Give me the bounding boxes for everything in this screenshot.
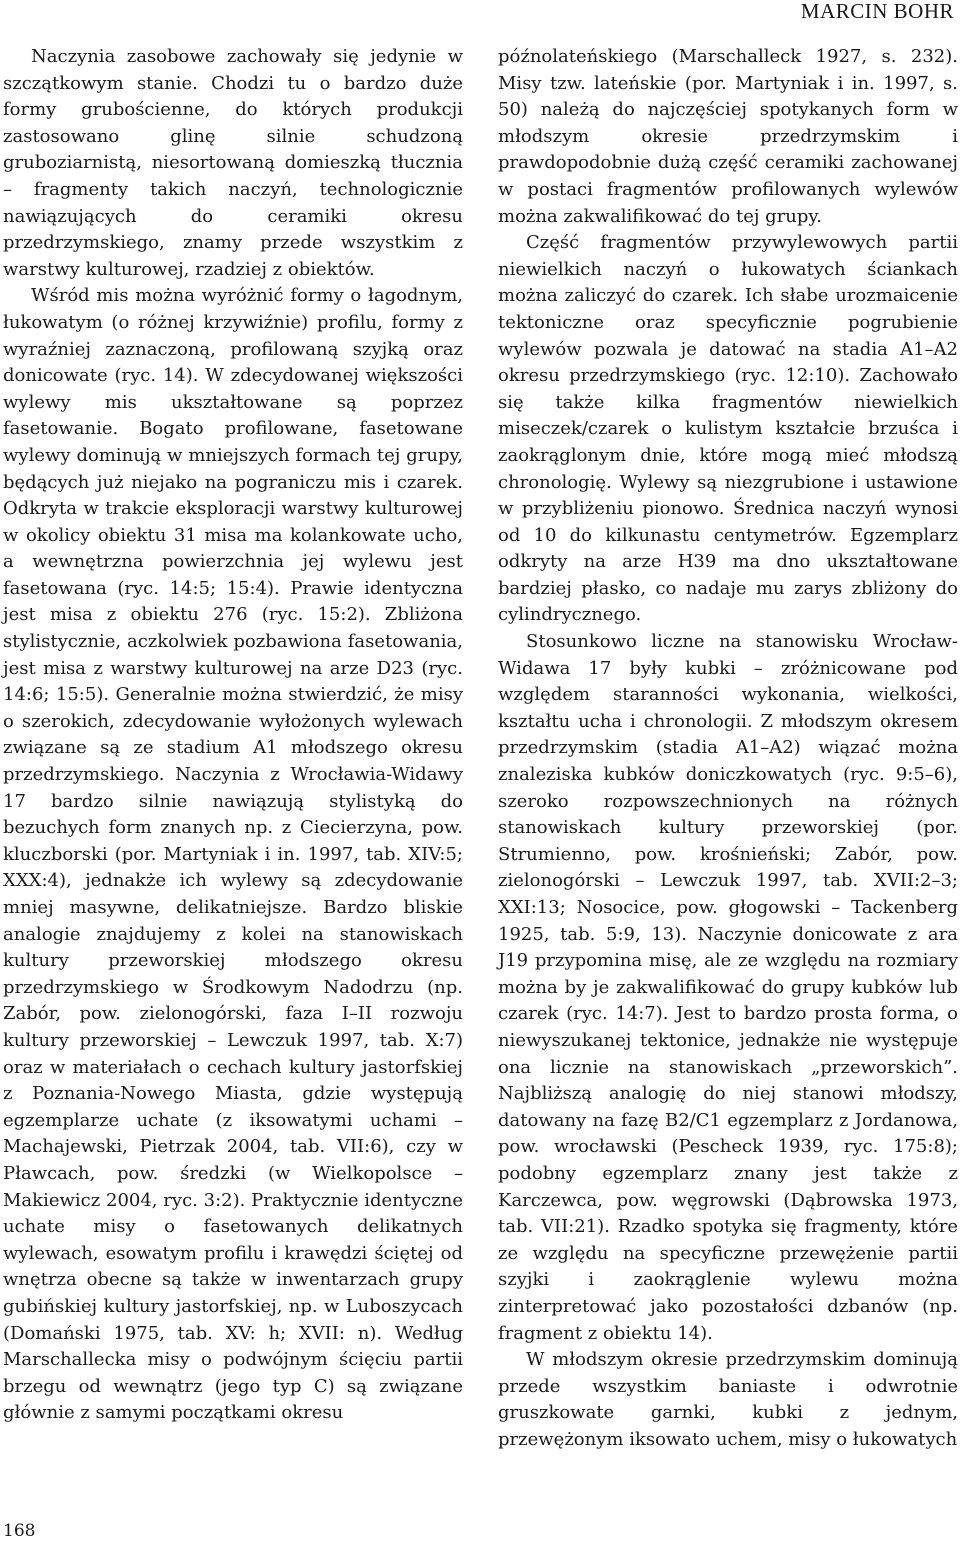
paragraph: późnolateńskiego (Marschalleck 1927, s. 232). Misy tzw. lateńskie (por. Martyniak i in. 1997, s. 50) należą do najczęściej spotykanych form w młodszym okresie przedrzymskim i prawdopodobnie dużą część ceramiki zachowanej w postaci fragmentów profilowanych wylewów można zakwalifikować do tej grupy. bbox=[498, 46, 958, 227]
page-number: 168 bbox=[3, 1521, 36, 1541]
paragraph: Naczynia zasobowe zachowały się jedynie w szczątkowym stanie. Chodzi tu o bardzo duże formy grubościenne, do których produkcji zastosowano glinę silnie schudzoną gruboziarnistą, niesortowaną domieszką tłucznia – fragmenty takich naczyń, technologicznie nawiązujących do ceramiki okresu przedrzymskiego, znamy przede wszystkim z warstwy kulturowej, rzadziej z obiektów. bbox=[3, 46, 463, 280]
paragraph: Wśród mis można wyróżnić formy o łagodnym, łukowatym (o różnej krzywiźnie) profilu, formy z wyraźniej zaznaczoną, profilowaną szyjką oraz donicowate (ryc. 14). W zdecydowanej większości wylewy mis ukształtowane są poprzez fasetowanie. Bogato profilowane, fasetowane wylewy dominują w mniejszych formach tej grupy, będących już niejako na pograniczu mis i czarek. Odkryta w trakcie eksploracji warstwy kulturowej w okolicy obiektu 31 misa ma kolankowate ucho, a wewnętrzna powierzchnia jej wylewu jest fasetowana (ryc. 14:5; 15:4). Prawie identyczna jest misa z obiektu 276 (ryc. 15:2). Zbliżona stylistycznie, aczkolwiek pozbawiona fasetowania, jest misa z warstwy kulturowej na arze D23 (ryc. 14:6; 15:5). Generalnie można stwierdzić, że misy o szerokich, zdecydowanie wyłożonych wylewach związane są ze stadium A1 młodszego okresu przedrzymskiego. Naczynia z Wrocławia-Widawy 17 bardzo silnie nawiązują stylistyką do bezuchych form znanych np. z Ciecierzyna, pow. kluczborski (por. Martyniak i in. 1997, tab. XIV:5; XXX:4), jednakże ich wylewy są zdecydowanie mniej masywne, delikatniejsze. Bardzo bliskie analogie znajdujemy z kolei na stanowiskach kultury przeworskiej młodszego okresu przedrzymskiego w Środkowym Nadodrzu (np. Zabór, pow. zielonogórski, faza I–II rozwoju kultury przeworskiej – Lewczuk 1997, tab. X:7) oraz w materiałach o cechach kultury jastorfskiej z Poznania-Nowego Miasta, gdzie występują egzemplarze uchate (z iksowatymi uchami – Machajewski, Pietrzak 2004, tab. VII:6), czy w Pławcach, pow. średzki (w Wielkopolsce – Makiewicz 2004, ryc. 3:2). Praktycznie identyczne uchate misy o fasetowanych delikatnych wylewach, esowatym profilu i krawędzi ściętej od wnętrza obecne są także w inwentarzach grupy gubińskiej kultury jastorfskiej, np. w Luboszycach (Domański 1975, tab. XV: h; XVII: n). Według Marschallecka misy o podwójnym ścięciu partii brzegu od wewnątrz (jego typ C) są związane głównie z samymi początkami okresu bbox=[3, 285, 463, 1424]
left-text-column bbox=[3, 44, 463, 1427]
paragraph: Część fragmentów przywylewowych partii niewielkich naczyń o łukowatych ściankach można zaliczyć do czarek. Ich słabe urozmaicenie tektoniczne oraz specyficznie pogrubienie wylewów pozwala je datować na stadia A1–A2 okresu przedrzymskiego (ryc. 12:10). Zachowało się także kilka fragmentów niewielkich miseczek/czarek o kulistym kształcie brzuśca i zaokrąglonym dnie, które mogą mieć młodszą chronologię. Wylewy są niezgrubione i ustawione w przybliżeniu pionowo. Średnica naczyń wynosi od 10 do kilkunastu centymetrów. Egzemplarz odkryty na arze H39 ma dno ukształtowane bardziej płasko, co nadaje mu zarys zbliżony do cylindrycznego. bbox=[498, 232, 958, 626]
right-text-column bbox=[498, 44, 958, 1453]
paragraph: Stosunkowo liczne na stanowisku Wrocław-Widawa 17 były kubki – zróżnicowane pod względem staranności wykonania, wielkości, kształtu ucha i chronologii. Z młodszym okresem przedrzymskim (stadia A1–A2) wiązać można znaleziska kubków doniczkowatych (ryc. 9:5–6), szeroko rozpowszechnionych na różnych stanowiskach kultury przeworskiej (por. Strumienno, pow. krośnieński; Zabór, pow. zielonogórski – Lewczuk 1997, tab. XVII:2–3; XXI:13; Nosocice, pow. głogowski – Tackenberg 1925, tab. 5:9, 13). Naczynie donicowate z ara J19 przypomina misę, ale ze względu na rozmiary można by je zakwalifikować do grupy kubków lub czarek (ryc. 14:7). Jest to bardzo prosta forma, o niewyszukanej tektonice, jednakże nie występuje ona licznie na stanowiskach „przeworskich”. Najbliższą analogię do niej stanowi młodszy, datowany na fazę B2/C1 egzemplarz z Jordanowa, pow. wrocławski (Pescheck 1939, ryc. 175:8); podobny egzemplarz znany jest także z Karczewca, pow. węgrowski (Dąbrowska 1973, tab. VII:21). Rzadko spotyka się fragmenty, które ze względu na specyficzne przewężenie partii szyjki i zaokrąglenie wylewu można zinterpretować jako pozostałości dzbanów (np. fragment z obiektu 14). bbox=[498, 631, 958, 1344]
paragraph: W młodszym okresie przedrzymskim dominują przede wszystkim baniaste i odwrotnie gruszkowate garnki, kubki z jednym, przewężonym iksowato uchem, misy o łukowatych bbox=[498, 1349, 958, 1450]
running-header-author: MARCIN BOHR bbox=[800, 0, 954, 23]
